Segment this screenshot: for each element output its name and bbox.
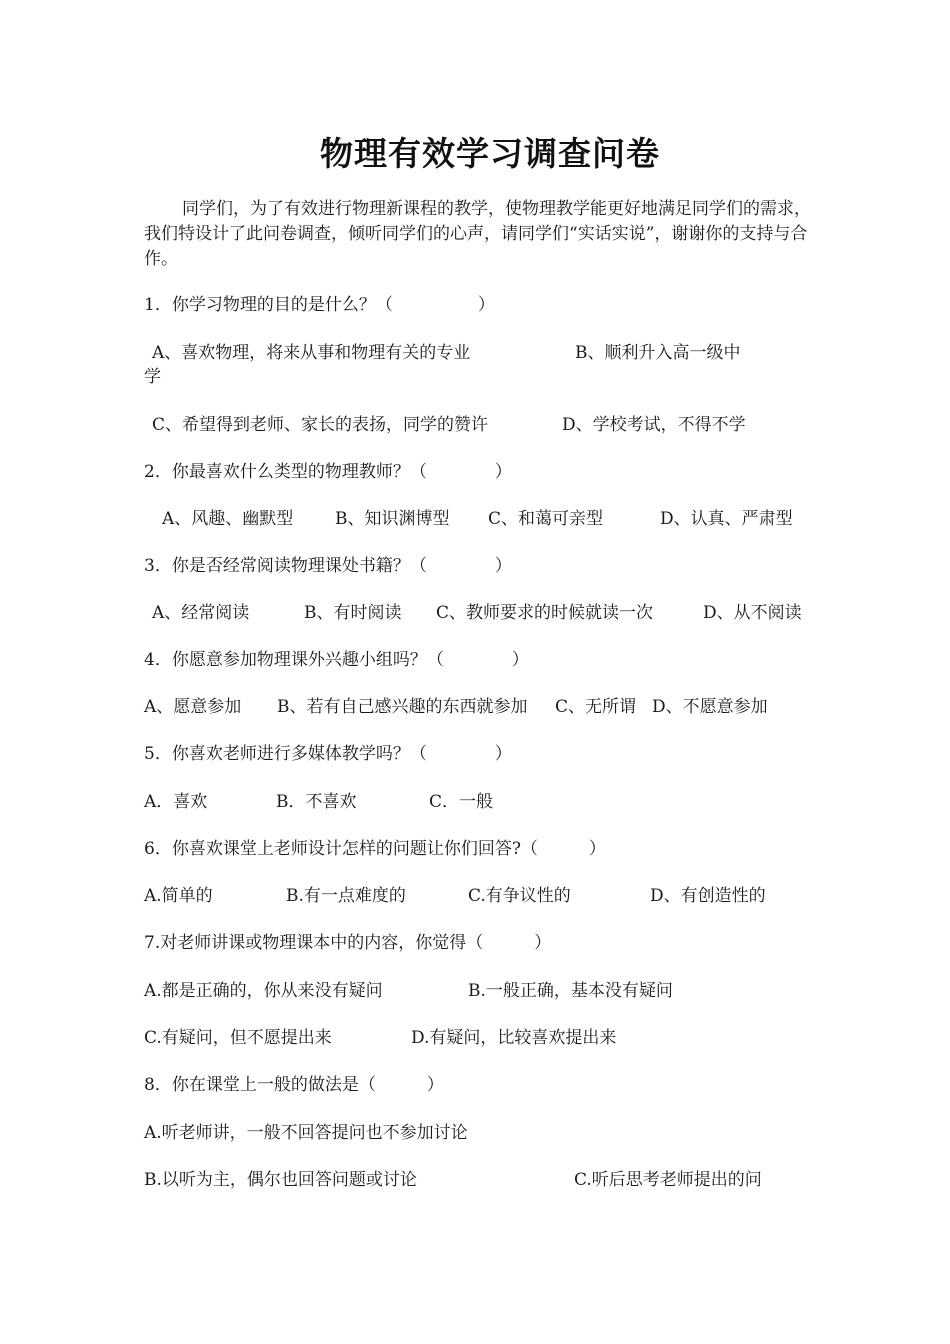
intro-paragraph: 同学们，为了有效进行物理新课程的教学，使物理教学能更好地满足同学们的需求，我们特设计了此问卷调查，倾听同学们的心声，请同学们“实话实说”，谢谢你的支持与合作。 [144,199,811,269]
q4-option-a: A、愿意参加 [144,697,242,717]
q6-option-c: C.有争议性的 [468,886,571,906]
q2-option-b: B、知识渊博型 [335,509,450,529]
q6-option-b: B.有一点难度的 [286,886,406,906]
q1-option-a: A、喜欢物理，将来从事和物理有关的专业 [152,343,471,363]
question-4: 4．你愿意参加物理课外兴趣小组吗？（ ） [144,650,529,670]
q6-option-d: D、有创造性的 [650,886,766,906]
q5-option-a: A．喜欢 [144,792,208,812]
q5-option-c: C．一般 [429,792,494,812]
question-8: 8．你在课堂上一般的做法是（ ） [144,1075,444,1095]
q3-option-d: D、从不阅读 [703,603,802,623]
q3-option-c: C、教师要求的时候就读一次 [436,603,654,623]
question-6: 6．你喜欢课堂上老师设计怎样的问题让你们回答?（ ） [144,839,606,859]
q1-option-c: C、希望得到老师、家长的表扬，同学的赞许 [152,415,489,435]
page-title: 物理有效学习调查问卷 [320,134,660,173]
q6-option-a: A.简单的 [144,886,213,906]
q8-option-c: C.听后思考老师提出的问 [574,1170,762,1190]
q4-option-b: B、若有自己感兴趣的东西就参加 [277,697,528,717]
q7-option-b: B.一般正确，基本没有疑问 [468,981,673,1001]
q3-option-b: B、有时阅读 [304,603,402,623]
q7-option-c: C.有疑问，但不愿提出来 [144,1028,332,1048]
q1-option-d: D、学校考试，不得不学 [562,415,746,435]
q1-option-b: B、顺利升入高一级中 [575,343,741,363]
q4-option-d: D、不愿意参加 [652,697,768,717]
q7-option-a: A.都是正确的，你从来没有疑问 [144,981,383,1001]
q8-option-b: B.以听为主，偶尔也回答问题或讨论 [144,1170,417,1190]
q8-option-a: A.听老师讲，一般不回答提问也不参加讨论 [144,1123,468,1143]
q2-option-a: A、风趣、幽默型 [162,509,294,529]
q4-option-c: C、无所谓 [555,697,637,717]
q3-option-a: A、经常阅读 [152,603,250,623]
q2-option-c: C、和蔼可亲型 [488,509,604,529]
question-3: 3．你是否经常阅读物理课处书籍？（ ） [144,556,512,576]
question-5: 5．你喜欢老师进行多媒体教学吗？（ ） [144,744,512,764]
q5-option-b: B．不喜欢 [276,792,357,812]
question-2: 2．你最喜欢什么类型的物理教师？（ ） [144,462,512,482]
question-1: 1．你学习物理的目的是什么？（ ） [144,295,495,315]
q7-option-d: D.有疑问，比较喜欢提出来 [411,1028,617,1048]
q2-option-d: D、认真、严肃型 [660,509,793,529]
question-7: 7.对老师讲课或物理课本中的内容，你觉得（ ） [144,933,552,953]
q1-option-b-wrap: 学 [144,367,161,387]
